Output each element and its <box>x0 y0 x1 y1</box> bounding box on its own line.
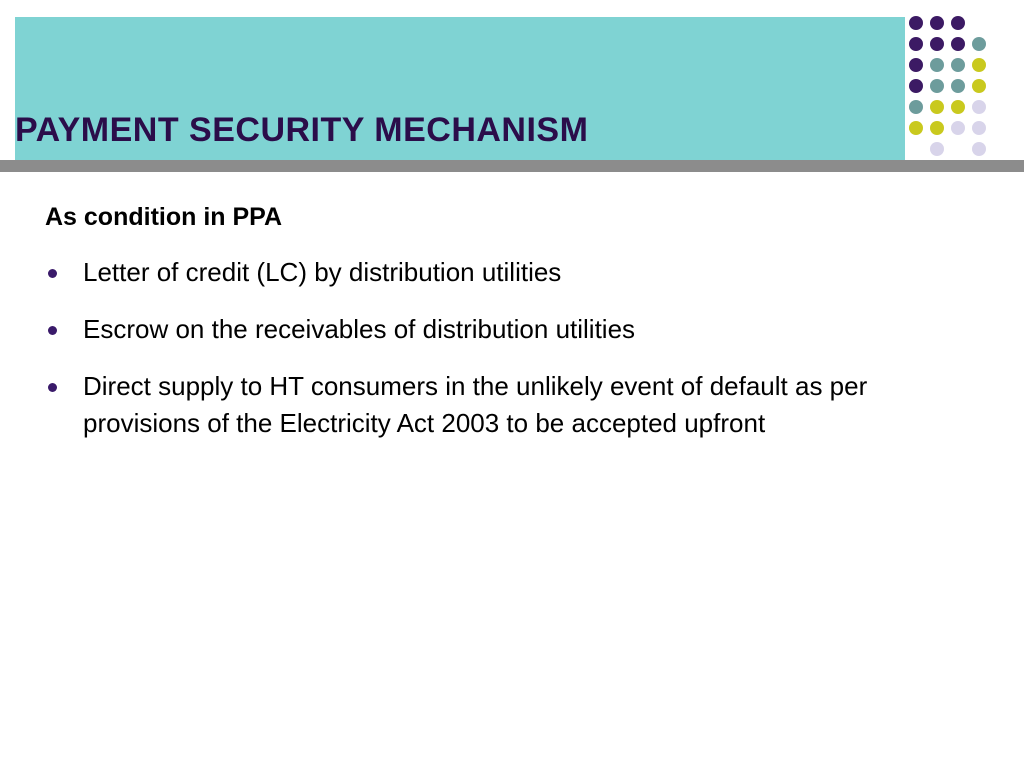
bullet-text: Direct supply to HT consumers in the unlikely event of default as per provisions of the Electricity Act 2003 to be accepted upfront <box>83 371 868 438</box>
decorative-dot <box>909 121 923 135</box>
title-divider <box>0 160 1024 172</box>
decorative-dot <box>972 58 986 72</box>
slide-body <box>45 200 965 462</box>
bullet-item <box>45 254 965 291</box>
bullet-dot-icon <box>48 383 57 392</box>
bullet-list <box>45 254 965 442</box>
bullet-dot-icon <box>48 269 57 278</box>
decorative-dot <box>972 79 986 93</box>
decorative-dot <box>909 58 923 72</box>
decorative-dot <box>972 121 986 135</box>
decorative-dot <box>951 100 965 114</box>
decorative-dot <box>951 121 965 135</box>
decorative-dot <box>930 58 944 72</box>
bullet-item <box>45 311 965 348</box>
decorative-dot <box>930 121 944 135</box>
decorative-dot <box>909 79 923 93</box>
decorative-dot <box>951 37 965 51</box>
bullet-item <box>45 368 965 442</box>
slide-subheading: As condition in PPA <box>45 203 283 231</box>
decorative-dot <box>972 37 986 51</box>
decorative-dot <box>930 79 944 93</box>
decorative-dot <box>930 37 944 51</box>
decorative-dot <box>909 37 923 51</box>
decorative-dot <box>930 100 944 114</box>
slide-title: PAYMENT SECURITY MECHANISM <box>15 111 589 149</box>
decorative-dot <box>972 142 986 156</box>
decorative-dot <box>951 58 965 72</box>
decorative-dot <box>909 100 923 114</box>
bullet-text: Escrow on the receivables of distribution utilities <box>83 314 636 344</box>
bullet-text: Letter of credit (LC) by distribution utilities <box>83 257 562 287</box>
decorative-dot <box>951 16 965 30</box>
decorative-dot <box>930 142 944 156</box>
bullet-dot-icon <box>48 326 57 335</box>
decorative-dot <box>909 16 923 30</box>
decorative-dot <box>930 16 944 30</box>
decorative-dot-grid <box>906 13 1006 163</box>
decorative-dot <box>972 100 986 114</box>
decorative-dot <box>951 79 965 93</box>
